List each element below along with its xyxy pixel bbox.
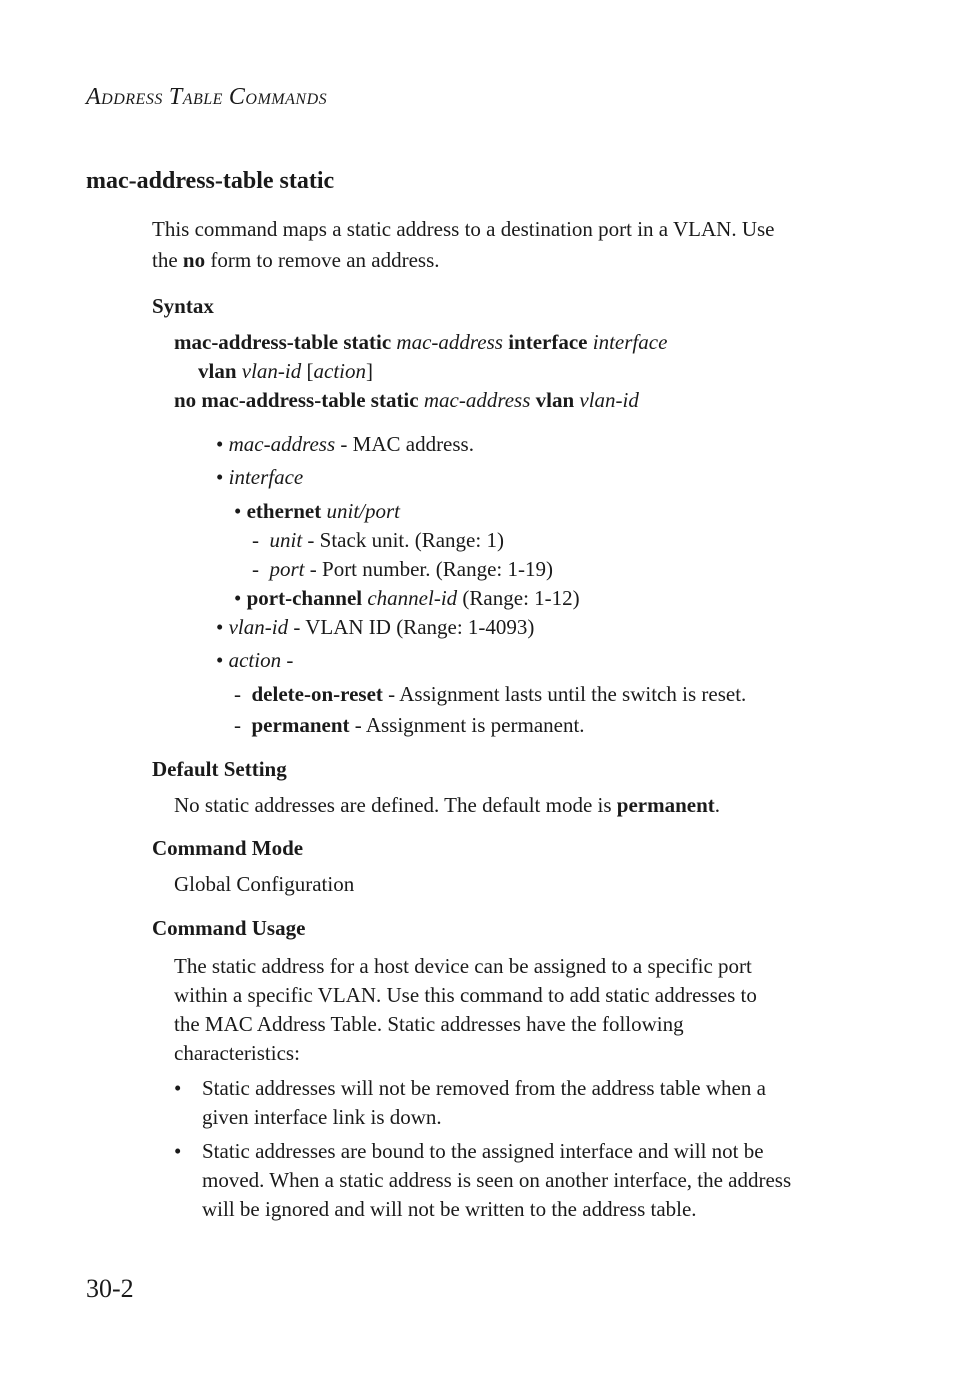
param-permanent: - permanent - Assignment is permanent.	[234, 713, 585, 737]
command-usage-paragraph: The static address for a host device can be assigned to a specific port within a specific VLAN. Use this command to add static addresses to the MAC Address Table. Static addresses have the following characteristics:	[174, 954, 757, 1065]
default-setting-heading: Default Setting	[152, 757, 287, 781]
command-mode-text: Global Configuration	[174, 872, 355, 896]
usage-bullet-1-mark: •	[174, 1076, 182, 1100]
param-mac-address: • mac-address - MAC address.	[216, 432, 474, 456]
command-mode-heading: Command Mode	[152, 836, 304, 860]
usage-bullet-2: Static addresses are bound to the assigned interface and will not be moved. When a static address is seen on another interface, the address will be ignored and will not be written to the address table.	[202, 1139, 792, 1221]
syntax-line-1: mac-address-table static mac-address interface interface	[174, 330, 668, 354]
syntax-line-2: vlan vlan-id [action]	[198, 359, 373, 383]
param-unit: - unit - Stack unit. (Range: 1)	[252, 528, 504, 552]
usage-bullet-2-mark: •	[174, 1139, 182, 1163]
command-usage-heading: Command Usage	[152, 916, 306, 940]
param-action: • action -	[216, 648, 294, 672]
syntax-heading: Syntax	[152, 294, 214, 318]
param-delete-on-reset: - delete-on-reset - Assignment lasts until the switch is reset.	[234, 682, 747, 706]
param-port: - port - Port number. (Range: 1-19)	[252, 557, 553, 581]
page-title: mac-address-table static	[86, 168, 335, 194]
default-setting-text: No static addresses are defined. The default mode is permanent.	[174, 793, 721, 817]
syntax-line-3: no mac-address-table static mac-address vlan vlan-id	[174, 388, 639, 412]
usage-bullet-1: Static addresses will not be removed from the address table when a given interface link is down.	[202, 1076, 766, 1129]
page-number: 30-2	[86, 1274, 134, 1303]
intro-paragraph: This command maps a static address to a destination port in a VLAN. Use the no form to remove an address.	[152, 217, 775, 272]
param-port-channel: • port-channel channel-id (Range: 1-12)	[234, 586, 580, 610]
running-header: ADDRESS TABLE COMMANDS	[86, 84, 328, 110]
param-ethernet: • ethernet unit/port	[234, 499, 401, 523]
param-interface: • interface	[216, 465, 304, 489]
param-vlan-id: • vlan-id - VLAN ID (Range: 1-4093)	[216, 615, 535, 639]
